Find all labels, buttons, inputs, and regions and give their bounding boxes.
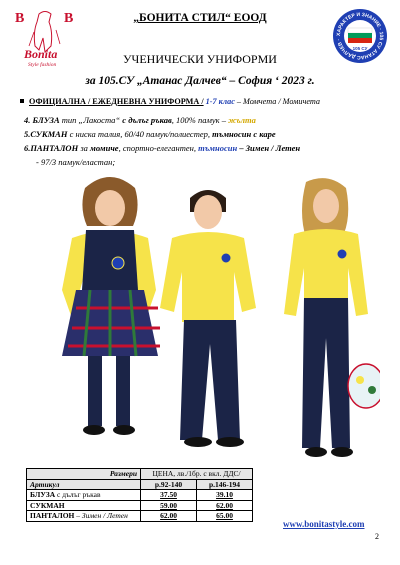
company-name: „БОНИТА СТИЛ“ ЕООД [133,12,267,24]
sizes-label: Размери [27,469,141,480]
price-cell: 62.00 [141,511,197,522]
price-cell: 59.00 [141,500,197,511]
table-row: ПАНТАЛОН – Зимен / Летен 62.00 65.00 [27,511,253,522]
model-girl-trousers [284,178,380,457]
section-heading: ОФИЦИАЛНА / ЕЖЕДНЕВНА УНИФОРМА / 1-7 клас – Момчета / Момичета [20,97,320,106]
price-cell: 39.10 [197,490,253,501]
list-item: 6.ПАНТАЛОН за момиче, спортно-елегантен, тъмносин – Зимен / Летен [24,143,301,153]
table-row: СУКМАН 59.00 62.00 [27,500,253,511]
price-cell: 37.50 [141,490,197,501]
seal-center-text: 105 СУ [352,46,368,51]
seal-ring-text: ХАРАКТЕР И ЗНАНИЕ · 105 СУ АТАНАС ДАЛЧЕВ · [335,11,385,61]
model-girl-pinafore [62,177,160,435]
article-label: Артикул [27,479,141,490]
lunchbox-icon [348,364,380,408]
product-list [24,113,300,169]
size-range-large: р.146-194 [197,479,253,490]
website-link[interactable]: www.bonitastyle.com [283,519,365,529]
price-cell: 62.00 [197,500,253,511]
price-header: ЦЕНА, лв./1бр. с вкл. ДДС/ [141,469,253,480]
page-number: 2 [375,532,379,541]
list-item: 4. БЛУЗА тип „Лакоста“ с дълъг ръкав, 100% памук – жълта [24,115,256,125]
bullet-icon [20,99,24,103]
price-table [26,468,253,522]
table-row: БЛУЗА с дълъг ръкав 37.50 39.10 [27,490,253,501]
model-boy-trousers [160,190,256,447]
document-title: УЧЕНИЧЕСКИ УНИФОРМИ [123,52,277,66]
school-line: за 105.СУ „Атанас Далчев“ – София ‘ 2023 г. [85,75,315,87]
size-range-small: р.92-140 [141,479,197,490]
price-cell: 65.00 [197,511,253,522]
logo-wordmark: Bonita [24,47,58,61]
logo-tagline: Style fashion [28,62,57,68]
uniform-photo [50,168,380,466]
list-sub-item: - 97/3 памук/еластан; [36,157,116,167]
logo-letter-right: B [64,11,74,26]
list-item: 5.СУКМАН с ниска талия, 60/40 памук/полиестер, тъмносин с каре [24,129,276,139]
logo-letter-left: B [15,11,25,26]
